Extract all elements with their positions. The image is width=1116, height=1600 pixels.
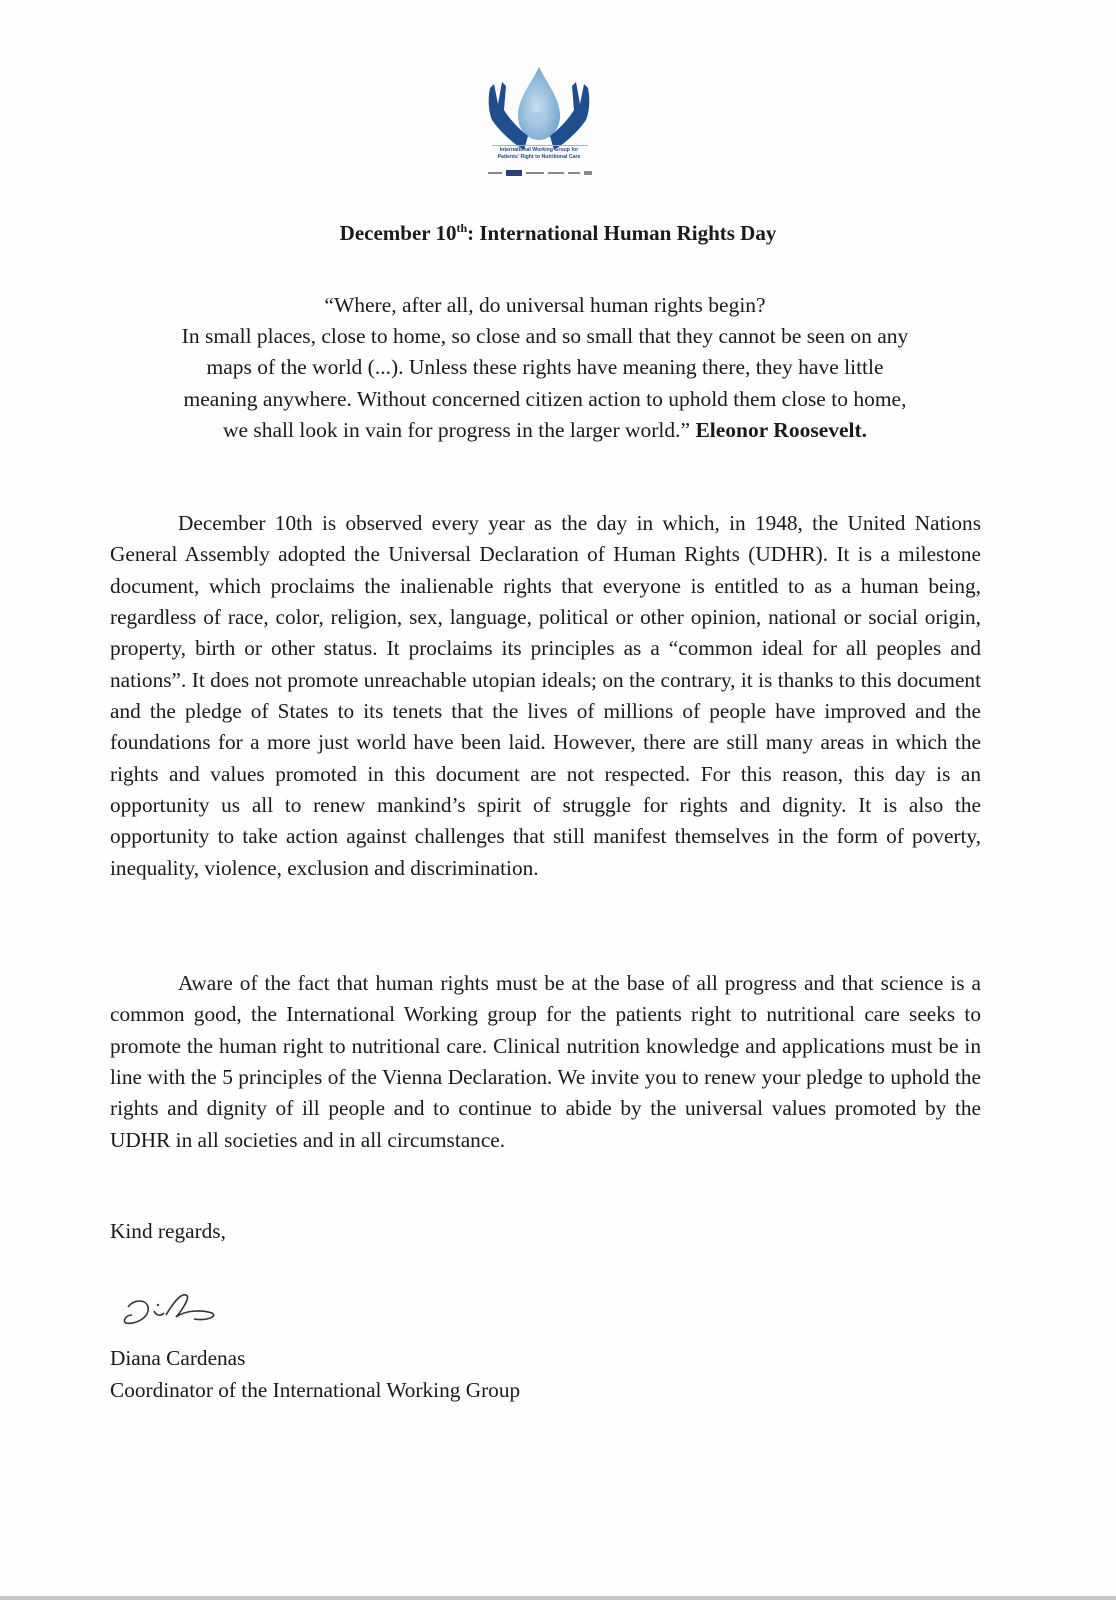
partner-logo-icon (548, 172, 564, 174)
quote-last-line: we shall look in vain for progress in the larger world.” (222, 417, 696, 442)
body-paragraph-1: December 10th is observed every year as the day in which, in 1948, the United Nations General Assembly adopted the Universal Declaration of Human Rights (UDHR). It is a milestone document, which proclaims the inalienable rights that everyone is entitled to as a human being, regardless of race, color, religion, sex, language, political or other opinion, national or social origin, property, birth or other status. It proclaims its principles as a “common ideal for all peoples and nations”. It does not promote unreachable utopian ideals; on the contrary, it is thanks to this document and the pledge of States to its tenets that the lives of millions of people have improved and the foundations for a more just world have been laid. However, there are still many areas in which the rights and values promoted in this document are not respected. For this reason, this day is an opportunity us all to renew mankind’s spirit of struggle for rights and dignity. It is also the opportunity to take action against challenges that still manifest themselves in the form of poverty, inequality, violence, exclusion and discrimination. (110, 511, 981, 880)
partner-logos (488, 170, 592, 176)
partner-logo-icon (506, 170, 522, 176)
closing-salutation: Kind regards, (110, 1219, 226, 1243)
signature-icon (120, 1285, 230, 1335)
quote-author: Eleonor Roosevelt. (695, 417, 868, 442)
signer-block (110, 1342, 520, 1406)
quote-line (100, 415, 990, 446)
quote-line: maps of the world (...). Unless these rights have meaning there, they have little (206, 355, 884, 380)
signer-title: Coordinator of the International Working Group (110, 1378, 521, 1402)
quote-line: In small places, close to home, so close and so small that they cannot be seen on any (181, 324, 909, 349)
signer-name: Diana Cardenas (110, 1346, 246, 1370)
page-bottom-edge (0, 1596, 1116, 1600)
logo-caption-line1: International Working Group for (499, 147, 579, 153)
logo-caption (476, 147, 602, 161)
partner-logo-icon (584, 171, 592, 175)
page-title (0, 221, 1116, 246)
title-ordinal: th (456, 221, 468, 235)
partner-logo-icon (526, 172, 544, 174)
logo-divider (492, 145, 588, 146)
title-date: December 10 (339, 221, 457, 245)
quote-line: meaning anywhere. Without concerned citizen action to uphold them close to home, (183, 386, 907, 411)
title-text: : International Human Rights Day (467, 221, 777, 245)
body-paragraph-2: Aware of the fact that human rights must be at the base of all progress and that science is a common good, the International Working group for the patients right to nutritional care seeks to promote the human right to nutritional care. Clinical nutrition knowledge and applications must be in line with the 5 principles of the Vienna Declaration. We invite you to renew your pledge to uphold the rights and dignity of ill people and to continue to abide by the universal values promoted by the UDHR in all societies and in all circumstance. (110, 971, 981, 1152)
quote-block (100, 290, 990, 446)
quote-line: “Where, after all, do universal human rights begin? (324, 293, 766, 317)
logo-caption-line2: Patients' Right to Nutritional Care (497, 154, 581, 160)
partner-logo-icon (488, 172, 502, 174)
partner-logo-icon (568, 172, 580, 174)
